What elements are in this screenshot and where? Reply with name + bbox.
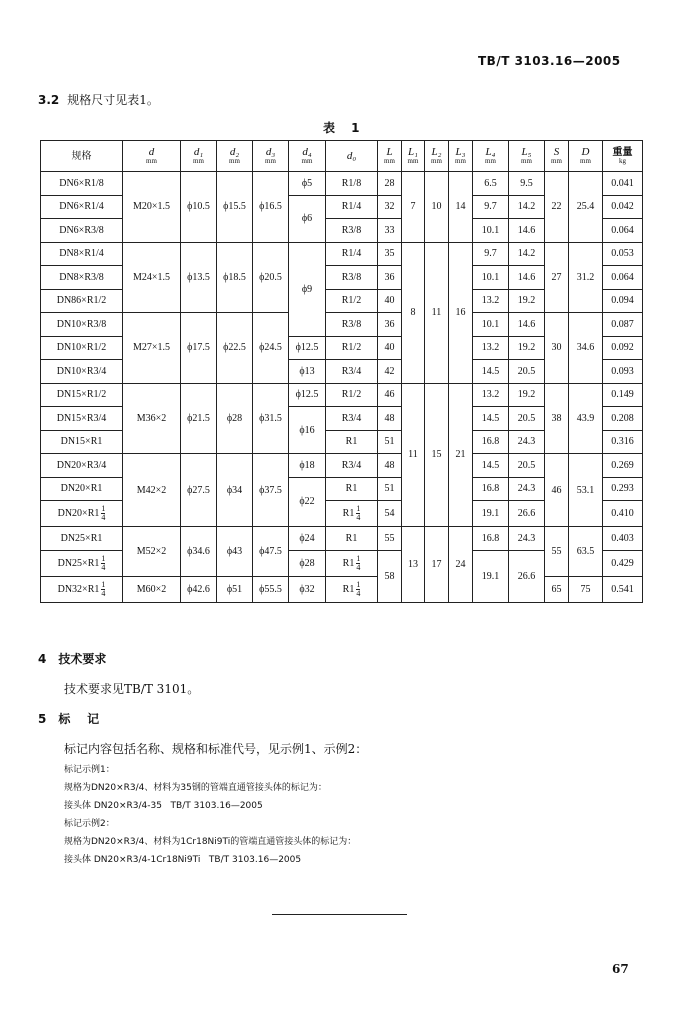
col-D: D mm [569,141,603,172]
example-2-mark: 接头体 DN20×R3/4-1Cr18Ni9Ti TB/T 3103.16—2005 [64,855,302,865]
fraction: $\frac{1}{4}$ [356,504,361,522]
cell-spec: DN15×R1 [41,430,123,454]
cell-L1: 11 [402,383,425,527]
cell-L4: 13.2 [473,383,509,407]
cell-L5: 9.5 [509,172,545,196]
section-text: 规格尺寸见表1。 [67,93,159,107]
cell-L3: 16 [449,242,473,383]
cell-spec: DN25×R1 [41,527,123,551]
cell-L5: 19.2 [509,289,545,313]
cell-L5: 26.6 [509,501,545,527]
cell-L1: 13 [402,527,425,603]
cell-spec: DN86×R1/2 [41,289,123,313]
cell-L: 33 [378,219,402,243]
cell-D: 63.5 [569,527,603,577]
cell-S: 65 [545,576,569,602]
cell-L1: 8 [402,242,425,383]
cell-weight: 0.064 [603,266,643,290]
cell-L4: 16.8 [473,477,509,501]
cell-d2: ϕ34 [217,454,253,527]
cell-d2: ϕ43 [217,527,253,577]
cell-d1: ϕ13.5 [181,242,217,313]
cell-d4: ϕ13 [289,360,326,384]
cell-d0: R1/8 [326,172,378,196]
cell-L: 40 [378,289,402,313]
cell-spec: DN10×R1/2 [41,336,123,360]
cell-L: 48 [378,407,402,431]
cell-d1: ϕ21.5 [181,383,217,454]
cell-d: M20×1.5 [123,172,181,243]
table-row [41,454,643,478]
cell-d: M60×2 [123,576,181,602]
cell-spec: DN25×R1 $\frac{1}{4}$ [41,550,123,576]
cell-weight: 0.093 [603,360,643,384]
cell-spec: DN32×R1 $\frac{1}{4}$ [41,576,123,602]
cell-d3: ϕ20.5 [253,242,289,313]
cell-S: 27 [545,242,569,313]
cell-d4: ϕ28 [289,550,326,576]
cell-d0: R3/4 [326,407,378,431]
cell-S: 22 [545,172,569,243]
cell-d0: R1 [326,527,378,551]
cell-weight: 0.403 [603,527,643,551]
section-4-heading: 4 技术要求 [38,652,107,666]
cell-d4: ϕ22 [289,477,326,527]
cell-spec: DN8×R3/8 [41,266,123,290]
table-row [41,313,643,337]
cell-L: 32 [378,195,402,219]
cell-L4: 10.1 [473,219,509,243]
cell-d0: R1 [326,430,378,454]
cell-d: M52×2 [123,527,181,577]
section-number: 3.2 [38,93,60,107]
example-1-desc: 规格为DN20×R3/4、材料为35钢的管端直通管接头体的标记为： [64,783,327,793]
table-row [41,242,643,266]
cell-d: M42×2 [123,454,181,527]
example-1-mark: 接头体 DN20×R3/4-35 TB/T 3103.16—2005 [64,801,263,811]
cell-spec: DN6×R3/8 [41,219,123,243]
cell-weight: 0.316 [603,430,643,454]
cell-S: 46 [545,454,569,527]
cell-d0: R1 $\frac{1}{4}$ [326,576,378,602]
cell-d0: R3/4 [326,360,378,384]
cell-d4: ϕ5 [289,172,326,196]
cell-L: 36 [378,266,402,290]
cell-L5: 24.3 [509,527,545,551]
cell-L5: 20.5 [509,454,545,478]
cell-d4: ϕ16 [289,407,326,454]
section-5-heading: 5 标 记 [38,712,100,726]
cell-weight: 0.293 [603,477,643,501]
cell-S: 55 [545,527,569,577]
cell-L4: 13.2 [473,336,509,360]
cell-spec: DN10×R3/4 [41,360,123,384]
col-S: S mm [545,141,569,172]
cell-d4: ϕ9 [289,242,326,336]
col-L4: L₄ mm [473,141,509,172]
cell-L4: 14.5 [473,360,509,384]
cell-L: 51 [378,477,402,501]
cell-L4: 14.5 [473,454,509,478]
cell-d2: ϕ51 [217,576,253,602]
col-L: L mm [378,141,402,172]
cell-L5: 19.2 [509,383,545,407]
cell-d3: ϕ31.5 [253,383,289,454]
cell-D: 25.4 [569,172,603,243]
cell-L: 54 [378,501,402,527]
cell-d: M24×1.5 [123,242,181,313]
col-d0: d₀ [326,141,378,172]
cell-D: 75 [569,576,603,602]
col-d3: d₃ mm [253,141,289,172]
cell-L: 55 [378,527,402,551]
cell-weight: 0.053 [603,242,643,266]
cell-d4: ϕ32 [289,576,326,602]
table-caption: 表 1 [323,121,366,135]
cell-d1: ϕ34.6 [181,527,217,577]
table-row [41,576,643,602]
col-L3: L₃ mm [449,141,473,172]
cell-d0: R3/8 [326,266,378,290]
fraction: $\frac{1}{4}$ [101,579,106,598]
cell-L4: 19.1 [473,550,509,602]
cell-d1: ϕ17.5 [181,313,217,384]
cell-L2: 10 [425,172,449,243]
cell-d0: R3/8 [326,313,378,337]
cell-weight: 0.094 [603,289,643,313]
cell-d4: ϕ12.5 [289,336,326,360]
cell-d2: ϕ15.5 [217,172,253,243]
cell-L: 40 [378,336,402,360]
table-row [41,383,643,407]
cell-d2: ϕ18.5 [217,242,253,313]
cell-L4: 10.1 [473,313,509,337]
cell-L5: 14.6 [509,313,545,337]
example-1-title: 标记示例1： [64,765,115,775]
section-5-intro: 标记内容包括名称、规格和标准代号，见示例1、示例2： [64,742,368,756]
cell-d0: R1/2 [326,336,378,360]
cell-L3: 21 [449,383,473,527]
cell-L: 51 [378,430,402,454]
cell-d4: ϕ18 [289,454,326,478]
cell-D: 34.6 [569,313,603,384]
cell-L5: 14.6 [509,266,545,290]
standard-code: TB/T 3103.16—2005 [478,54,621,68]
cell-L4: 14.5 [473,407,509,431]
cell-L4: 6.5 [473,172,509,196]
cell-spec: DN20×R1 [41,477,123,501]
cell-L: 28 [378,172,402,196]
page-number: 67 [612,962,629,976]
cell-L4: 10.1 [473,266,509,290]
cell-d1: ϕ42.6 [181,576,217,602]
cell-weight: 0.149 [603,383,643,407]
spec-table [40,140,643,603]
col-spec: 规格 [41,141,123,172]
cell-weight: 0.087 [603,313,643,337]
cell-S: 30 [545,313,569,384]
cell-weight: 0.269 [603,454,643,478]
cell-L3: 24 [449,527,473,603]
cell-d0: R1/4 [326,242,378,266]
cell-L4: 13.2 [473,289,509,313]
cell-L1: 7 [402,172,425,243]
col-d1: d₁ mm [181,141,217,172]
cell-d1: ϕ10.5 [181,172,217,243]
col-weight: 重量 kg [603,141,643,172]
col-d4: d₄ mm [289,141,326,172]
cell-L5: 14.2 [509,195,545,219]
cell-d3: ϕ47.5 [253,527,289,577]
fraction: $\frac{1}{4}$ [101,504,106,522]
cell-L4: 19.1 [473,501,509,527]
col-d2: d₂ mm [217,141,253,172]
cell-d0: R3/8 [326,219,378,243]
section-4-text: 技术要求见TB/T 3101。 [64,682,200,696]
cell-weight: 0.041 [603,172,643,196]
table-row [41,172,643,196]
cell-D: 31.2 [569,242,603,313]
cell-d: M27×1.5 [123,313,181,384]
section-3-2 [38,91,159,108]
cell-L5: 24.3 [509,430,545,454]
cell-d4: ϕ24 [289,527,326,551]
example-2-title: 标记示例2： [64,819,115,829]
cell-d3: ϕ37.5 [253,454,289,527]
cell-d0: R1/4 [326,195,378,219]
table-row [41,527,643,551]
cell-d3: ϕ24.5 [253,313,289,384]
cell-d0: R1/2 [326,289,378,313]
cell-weight: 0.208 [603,407,643,431]
cell-L2: 11 [425,242,449,383]
cell-spec: DN6×R1/4 [41,195,123,219]
cell-L4: 16.8 [473,430,509,454]
cell-d1: ϕ27.5 [181,454,217,527]
cell-D: 43.9 [569,383,603,454]
col-L2: L₂ mm [425,141,449,172]
cell-spec: DN10×R3/8 [41,313,123,337]
cell-L5: 14.2 [509,242,545,266]
cell-spec: DN20×R3/4 [41,454,123,478]
cell-L5: 26.6 [509,550,545,602]
cell-L5: 19.2 [509,336,545,360]
cell-weight: 0.429 [603,550,643,576]
cell-L: 36 [378,313,402,337]
col-L1: L₁ mm [402,141,425,172]
cell-L2: 17 [425,527,449,603]
cell-d3: ϕ55.5 [253,576,289,602]
cell-L2: 15 [425,383,449,527]
cell-weight: 0.541 [603,576,643,602]
cell-d: M36×2 [123,383,181,454]
cell-spec: DN20×R1 $\frac{1}{4}$ [41,501,123,527]
cell-L4: 16.8 [473,527,509,551]
cell-S: 38 [545,383,569,454]
cell-weight: 0.092 [603,336,643,360]
cell-d0: R1 $\frac{1}{4}$ [326,550,378,576]
cell-weight: 0.410 [603,501,643,527]
cell-d4: ϕ6 [289,195,326,242]
fraction: $\frac{1}{4}$ [356,579,361,598]
col-L5: L₅ mm [509,141,545,172]
cell-spec: DN6×R1/8 [41,172,123,196]
fraction: $\frac{1}{4}$ [101,553,106,572]
cell-L: 48 [378,454,402,478]
cell-spec: DN15×R3/4 [41,407,123,431]
cell-L: 46 [378,383,402,407]
cell-L5: 24.3 [509,477,545,501]
cell-L5: 20.5 [509,407,545,431]
cell-L4: 9.7 [473,242,509,266]
cell-d0: R1/2 [326,383,378,407]
cell-d2: ϕ22.5 [217,313,253,384]
col-d: d mm [123,141,181,172]
example-2-desc: 规格为DN20×R3/4、材料为1Cr18Ni9Ti的管端直通管接头体的标记为： [64,837,357,847]
table-header-row [41,141,643,172]
cell-L: 42 [378,360,402,384]
cell-d2: ϕ28 [217,383,253,454]
cell-L3: 14 [449,172,473,243]
cell-weight: 0.042 [603,195,643,219]
fraction: $\frac{1}{4}$ [356,553,361,572]
cell-L5: 20.5 [509,360,545,384]
cell-d0: R1 $\frac{1}{4}$ [326,501,378,527]
cell-L4: 9.7 [473,195,509,219]
cell-spec: DN8×R1/4 [41,242,123,266]
cell-L: 35 [378,242,402,266]
cell-d3: ϕ16.5 [253,172,289,243]
cell-L: 58 [378,550,402,602]
cell-d0: R1 [326,477,378,501]
cell-L5: 14.6 [509,219,545,243]
end-rule [272,914,407,915]
cell-spec: DN15×R1/2 [41,383,123,407]
cell-d4: ϕ12.5 [289,383,326,407]
cell-D: 53.1 [569,454,603,527]
cell-weight: 0.064 [603,219,643,243]
cell-d0: R3/4 [326,454,378,478]
